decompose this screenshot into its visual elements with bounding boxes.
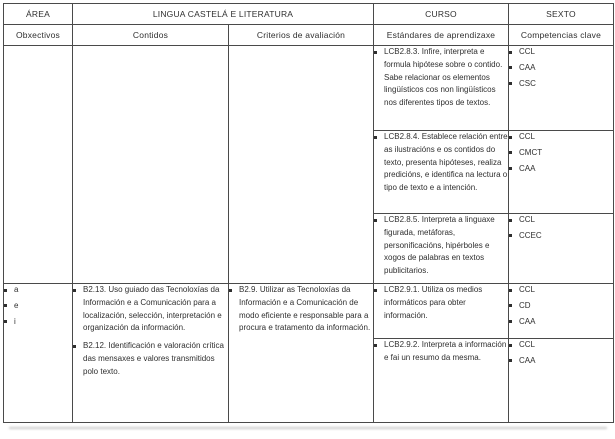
obxectivo-item bbox=[4, 316, 72, 329]
estandar-cell bbox=[374, 214, 509, 284]
competencia-text: CMCT bbox=[519, 147, 543, 157]
bullet-icon bbox=[509, 320, 512, 323]
competencia-text: CCEC bbox=[519, 230, 542, 240]
header-nivel: SEXTO bbox=[509, 4, 614, 25]
bullet-icon bbox=[509, 66, 512, 69]
estandar-text: LCB2.9.2. Interpreta a información e fai un resumo da mesma. bbox=[384, 340, 507, 362]
competencia-item bbox=[509, 214, 613, 227]
bullet-icon bbox=[374, 344, 377, 347]
obxectivo-text: e bbox=[14, 300, 19, 310]
bullet-icon bbox=[374, 136, 377, 139]
obxectivo-text: i bbox=[14, 316, 16, 326]
competencias-cell bbox=[509, 46, 614, 131]
estandar-item bbox=[374, 214, 508, 278]
estandar-text: LCB2.8.5. Interpreta a linguaxe figurada, metáforas, personificacións, hipérboles e xogos de palabras en textos publicitarios. bbox=[384, 215, 495, 276]
competencias-cell bbox=[509, 131, 614, 214]
curriculum-table bbox=[3, 3, 614, 423]
contido-text: B2.12. Identificación e valoración crítica das mensaxes e valores transmitidos polo texto. bbox=[83, 341, 224, 376]
competencia-text: CAA bbox=[519, 163, 536, 173]
bullet-icon bbox=[4, 289, 7, 292]
criterios-cell bbox=[229, 284, 374, 423]
header-area: ÁREA bbox=[4, 4, 73, 25]
contido-text: B2.13. Uso guiado das Tecnoloxías da Información e a Comunicación para a localización, selección, interpretación e organización da información. bbox=[83, 285, 222, 333]
estandar-item bbox=[374, 339, 508, 365]
bullet-icon bbox=[509, 304, 512, 307]
page-scan-shadow bbox=[9, 427, 607, 429]
competencias-cell bbox=[509, 214, 614, 284]
table-row bbox=[4, 284, 614, 339]
bullet-icon bbox=[4, 320, 7, 323]
header-criterios: Criterios de avaliación bbox=[229, 25, 374, 46]
competencia-item bbox=[509, 339, 613, 352]
bullet-icon bbox=[73, 289, 76, 292]
estandar-text: LCB2.8.3. Infire, interpreta e formula hipótese sobre o contido. Sabe relacionar os elementos lingüísticos cos non lingüísticos nos diferentes tipos de textos. bbox=[384, 47, 503, 108]
bullet-icon bbox=[509, 151, 512, 154]
competencia-item bbox=[509, 62, 613, 75]
bullet-icon bbox=[509, 219, 512, 222]
header-contidos: Contidos bbox=[73, 25, 229, 46]
competencia-text: CCL bbox=[519, 340, 536, 349]
bullet-icon bbox=[509, 136, 512, 139]
criterio-text: B2.9. Utilizar as Tecnoloxías da Información e a Comunicación de modo eficiente e responsable para a procura e tratamento da información. bbox=[239, 285, 371, 333]
bullet-icon bbox=[509, 359, 512, 362]
obxectivo-item bbox=[4, 284, 72, 297]
competencia-text: CD bbox=[519, 300, 531, 310]
competencia-text: CAA bbox=[519, 62, 536, 72]
competencia-text: CAA bbox=[519, 316, 536, 326]
estandar-cell bbox=[374, 339, 509, 423]
competencia-item bbox=[509, 163, 613, 176]
competencia-text: CCL bbox=[519, 215, 536, 224]
obxectivos-cell bbox=[4, 284, 73, 423]
table-header-row-1 bbox=[4, 4, 614, 25]
competencia-text: CCL bbox=[519, 47, 536, 56]
bullet-icon bbox=[509, 234, 512, 237]
bullet-icon bbox=[374, 51, 377, 54]
obxectivo-text: a bbox=[14, 285, 19, 294]
estandar-text: LCB2.9.1. Utiliza os medios informáticos para obter información. bbox=[384, 285, 483, 320]
header-subject: LINGUA CASTELÁ E LITERATURA bbox=[73, 4, 374, 25]
bullet-icon bbox=[509, 167, 512, 170]
estandar-item bbox=[374, 284, 508, 322]
header-obxectivos: Obxectivos bbox=[4, 25, 73, 46]
competencia-item bbox=[509, 131, 613, 144]
competencia-item bbox=[509, 316, 613, 329]
competencias-cell bbox=[509, 284, 614, 339]
competencia-text: CCL bbox=[519, 285, 536, 294]
header-curso: CURSO bbox=[374, 4, 509, 25]
competencia-text: CAA bbox=[519, 355, 536, 365]
estandar-cell bbox=[374, 284, 509, 339]
bullet-icon bbox=[509, 82, 512, 85]
estandar-cell bbox=[374, 131, 509, 214]
contido-item bbox=[73, 284, 228, 335]
criterios-cell-empty bbox=[229, 46, 374, 284]
bullet-icon bbox=[4, 304, 7, 307]
bullet-icon bbox=[509, 51, 512, 54]
competencia-item bbox=[509, 284, 613, 297]
header-competencias: Competencias clave bbox=[509, 25, 614, 46]
table-row bbox=[4, 46, 614, 131]
header-estandares: Estándares de aprendizaxe bbox=[374, 25, 509, 46]
competencia-item bbox=[509, 147, 613, 160]
bullet-icon bbox=[509, 344, 512, 347]
bullet-icon bbox=[509, 289, 512, 292]
estandar-text: LCB2.8.4. Establece relación entre as ilustracións e os contidos do texto, presenta hipóteses, realiza predicións, e identifica na lectura o tipo de texto e a intención. bbox=[384, 132, 508, 193]
contido-item bbox=[73, 340, 228, 378]
bullet-icon bbox=[73, 345, 76, 348]
bullet-icon bbox=[374, 289, 377, 292]
competencias-cell bbox=[509, 339, 614, 423]
obxectivo-item bbox=[4, 300, 72, 313]
estandar-item bbox=[374, 131, 508, 195]
bullet-icon bbox=[229, 289, 232, 292]
estandar-cell bbox=[374, 46, 509, 131]
obxectivos-cell-empty bbox=[4, 46, 73, 284]
competencia-item bbox=[509, 355, 613, 368]
estandar-item bbox=[374, 46, 508, 110]
criterio-item bbox=[229, 284, 373, 335]
competencia-item bbox=[509, 300, 613, 313]
competencia-item bbox=[509, 78, 613, 91]
contidos-cell-empty bbox=[73, 46, 229, 284]
bullet-icon bbox=[374, 219, 377, 222]
competencia-text: CCL bbox=[519, 132, 536, 141]
competencia-text: CSC bbox=[519, 78, 536, 88]
competencia-item bbox=[509, 230, 613, 243]
table-header-row-2 bbox=[4, 25, 614, 46]
competencia-item bbox=[509, 46, 613, 59]
contidos-cell bbox=[73, 284, 229, 423]
